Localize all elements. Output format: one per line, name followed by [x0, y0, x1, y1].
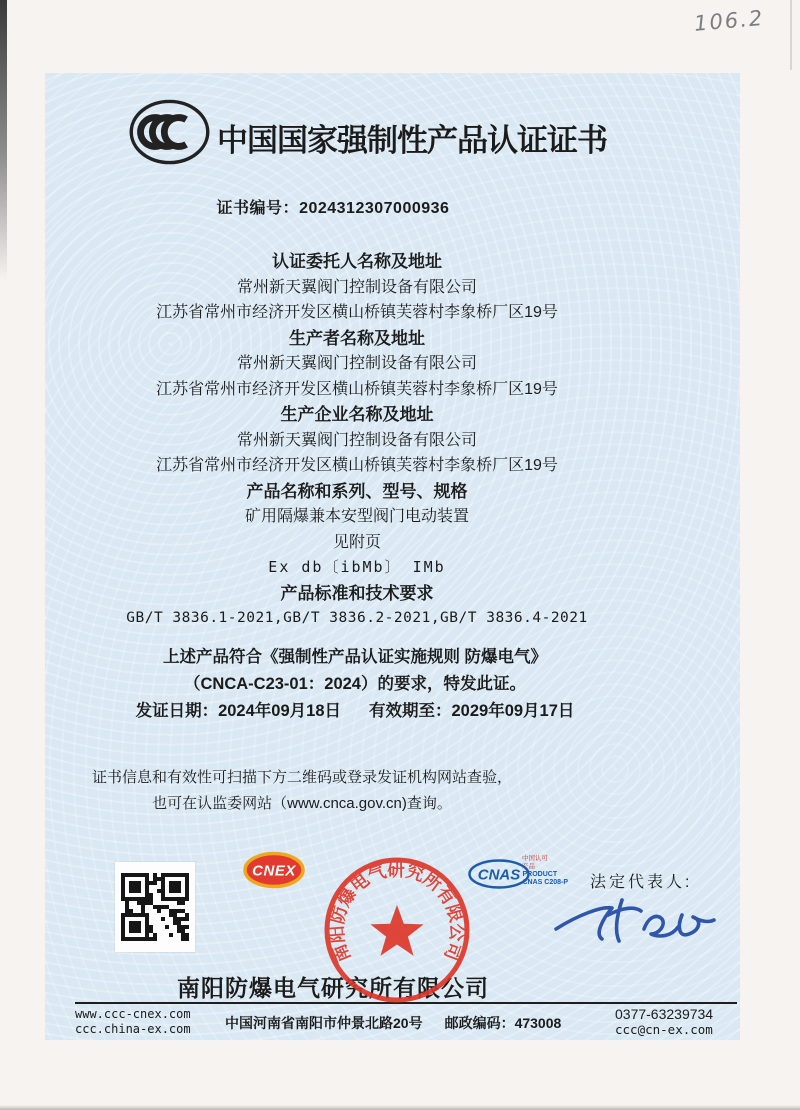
notice-line2: 也可在认监委网站（www.cnca.gov.cn)查询。: [152, 795, 452, 812]
postal-code-label: 邮政编码：: [444, 1015, 515, 1031]
certificate-number-value: 2024312307000936: [299, 200, 450, 217]
legal-representative-label: 法定代表人:: [590, 874, 693, 891]
scan-edge-left: [0, 0, 7, 280]
statement-line1: 上述产品符合《强制性产品认证实施规则 防爆电气》: [162, 648, 548, 666]
see-attachment: 见附页: [332, 533, 381, 551]
footer-contact: [615, 1006, 745, 1038]
company-stamp: [322, 855, 472, 1005]
notice-line1: 证书信息和有效性可扫描下方二维码或登录发证机构网站查验，: [91, 769, 512, 786]
star-icon: [370, 905, 423, 956]
certificate-number: [45, 195, 621, 218]
ex-marking: Ex db〔ibMb〕 IMb: [268, 558, 446, 576]
dates-line: [45, 698, 665, 725]
ccc-logo-icon: [127, 97, 212, 167]
product-name: 矿用隔爆兼本安型阀门电动装置: [244, 508, 469, 525]
statement-line2: （CNCA-C23-01：2024）的要求，特发此证。: [184, 675, 526, 693]
footer-websites: [75, 1007, 235, 1037]
valid-date-label: 有效期至：: [369, 702, 452, 720]
standards-heading: 产品标准和技术要求: [280, 583, 434, 603]
producer-heading: 生产者名称及地址: [289, 328, 425, 348]
applicant-name: 常州新天翼阀门控制设备有限公司: [236, 278, 477, 296]
issuer-email: ccc@cn-ex.com: [615, 1022, 713, 1037]
handwritten-note: 106.2: [693, 5, 766, 36]
factory-address: 江苏省常州市经济开发区横山桥镇芙蓉村李象桥厂区19号: [156, 457, 558, 474]
scan-edge-bottom: [0, 1105, 800, 1110]
factory-heading: 生产企业名称及地址: [280, 405, 434, 424]
legal-representative-signature: [550, 893, 720, 955]
standards-list: GB/T 3836.1-2021,GB/T 3836.2-2021,GB/T 3836.4-2021: [126, 610, 588, 626]
applicant-heading: 认证委托人名称及地址: [272, 252, 442, 271]
certificate-number-label: 证书编号：: [216, 200, 300, 217]
postal-code-value: 473008: [514, 1015, 562, 1031]
cnas-line4: CNAS C208-P: [522, 879, 568, 886]
applicant-address: 江苏省常州市经济开发区横山桥镇芙蓉村李象桥厂区19号: [156, 304, 558, 321]
verification-notice: [45, 765, 559, 817]
website-primary: www.ccc-cnex.com: [75, 1007, 191, 1021]
issuer-address: 中国河南省南阳市仲景北路20号: [225, 1015, 423, 1031]
issue-date-label: 发证日期：: [135, 702, 219, 720]
cnas-logo-label: CNAS: [477, 866, 521, 884]
conformity-statement: [45, 644, 665, 725]
valid-date-value: 2029年09月17日: [451, 702, 575, 720]
certificate-page: [45, 73, 740, 1040]
cnas-mark: [468, 859, 519, 889]
qr-code: [115, 862, 195, 952]
stamp-company-text: 南阳防爆电气研究所有限公司: [326, 859, 468, 966]
cnex-logo-label: CNEX: [252, 862, 296, 880]
scan-edge-right: [790, 0, 792, 70]
cnas-line1: 中国认可: [522, 855, 549, 862]
issue-date-value: 2024年09月18日: [218, 702, 341, 720]
certificate-title: 中国国家强制性产品认证证书: [217, 123, 607, 158]
producer-address: 江苏省常州市经济开发区横山桥镇芙蓉村李象桥厂区19号: [156, 380, 558, 398]
producer-name: 常州新天翼阀门控制设备有限公司: [236, 355, 477, 372]
website-secondary: ccc.china-ex.com: [75, 1022, 191, 1036]
cnex-logo: [242, 850, 306, 890]
issuer-phone: 0377-63239734: [615, 1006, 714, 1022]
cnas-line3: PRODUCT: [522, 871, 558, 878]
certificate-body: [45, 249, 669, 632]
product-heading: 产品名称和系列、型号、规格: [246, 481, 468, 501]
cnas-logo: [468, 855, 568, 897]
cnas-line2: 产品: [522, 863, 536, 870]
factory-name: 常州新天翼阀门控制设备有限公司: [236, 431, 477, 449]
qr-code-pattern: [121, 873, 189, 941]
issuer-company-name: 南阳防爆电气研究所有限公司: [177, 975, 489, 1001]
footer-address: [225, 1013, 585, 1033]
